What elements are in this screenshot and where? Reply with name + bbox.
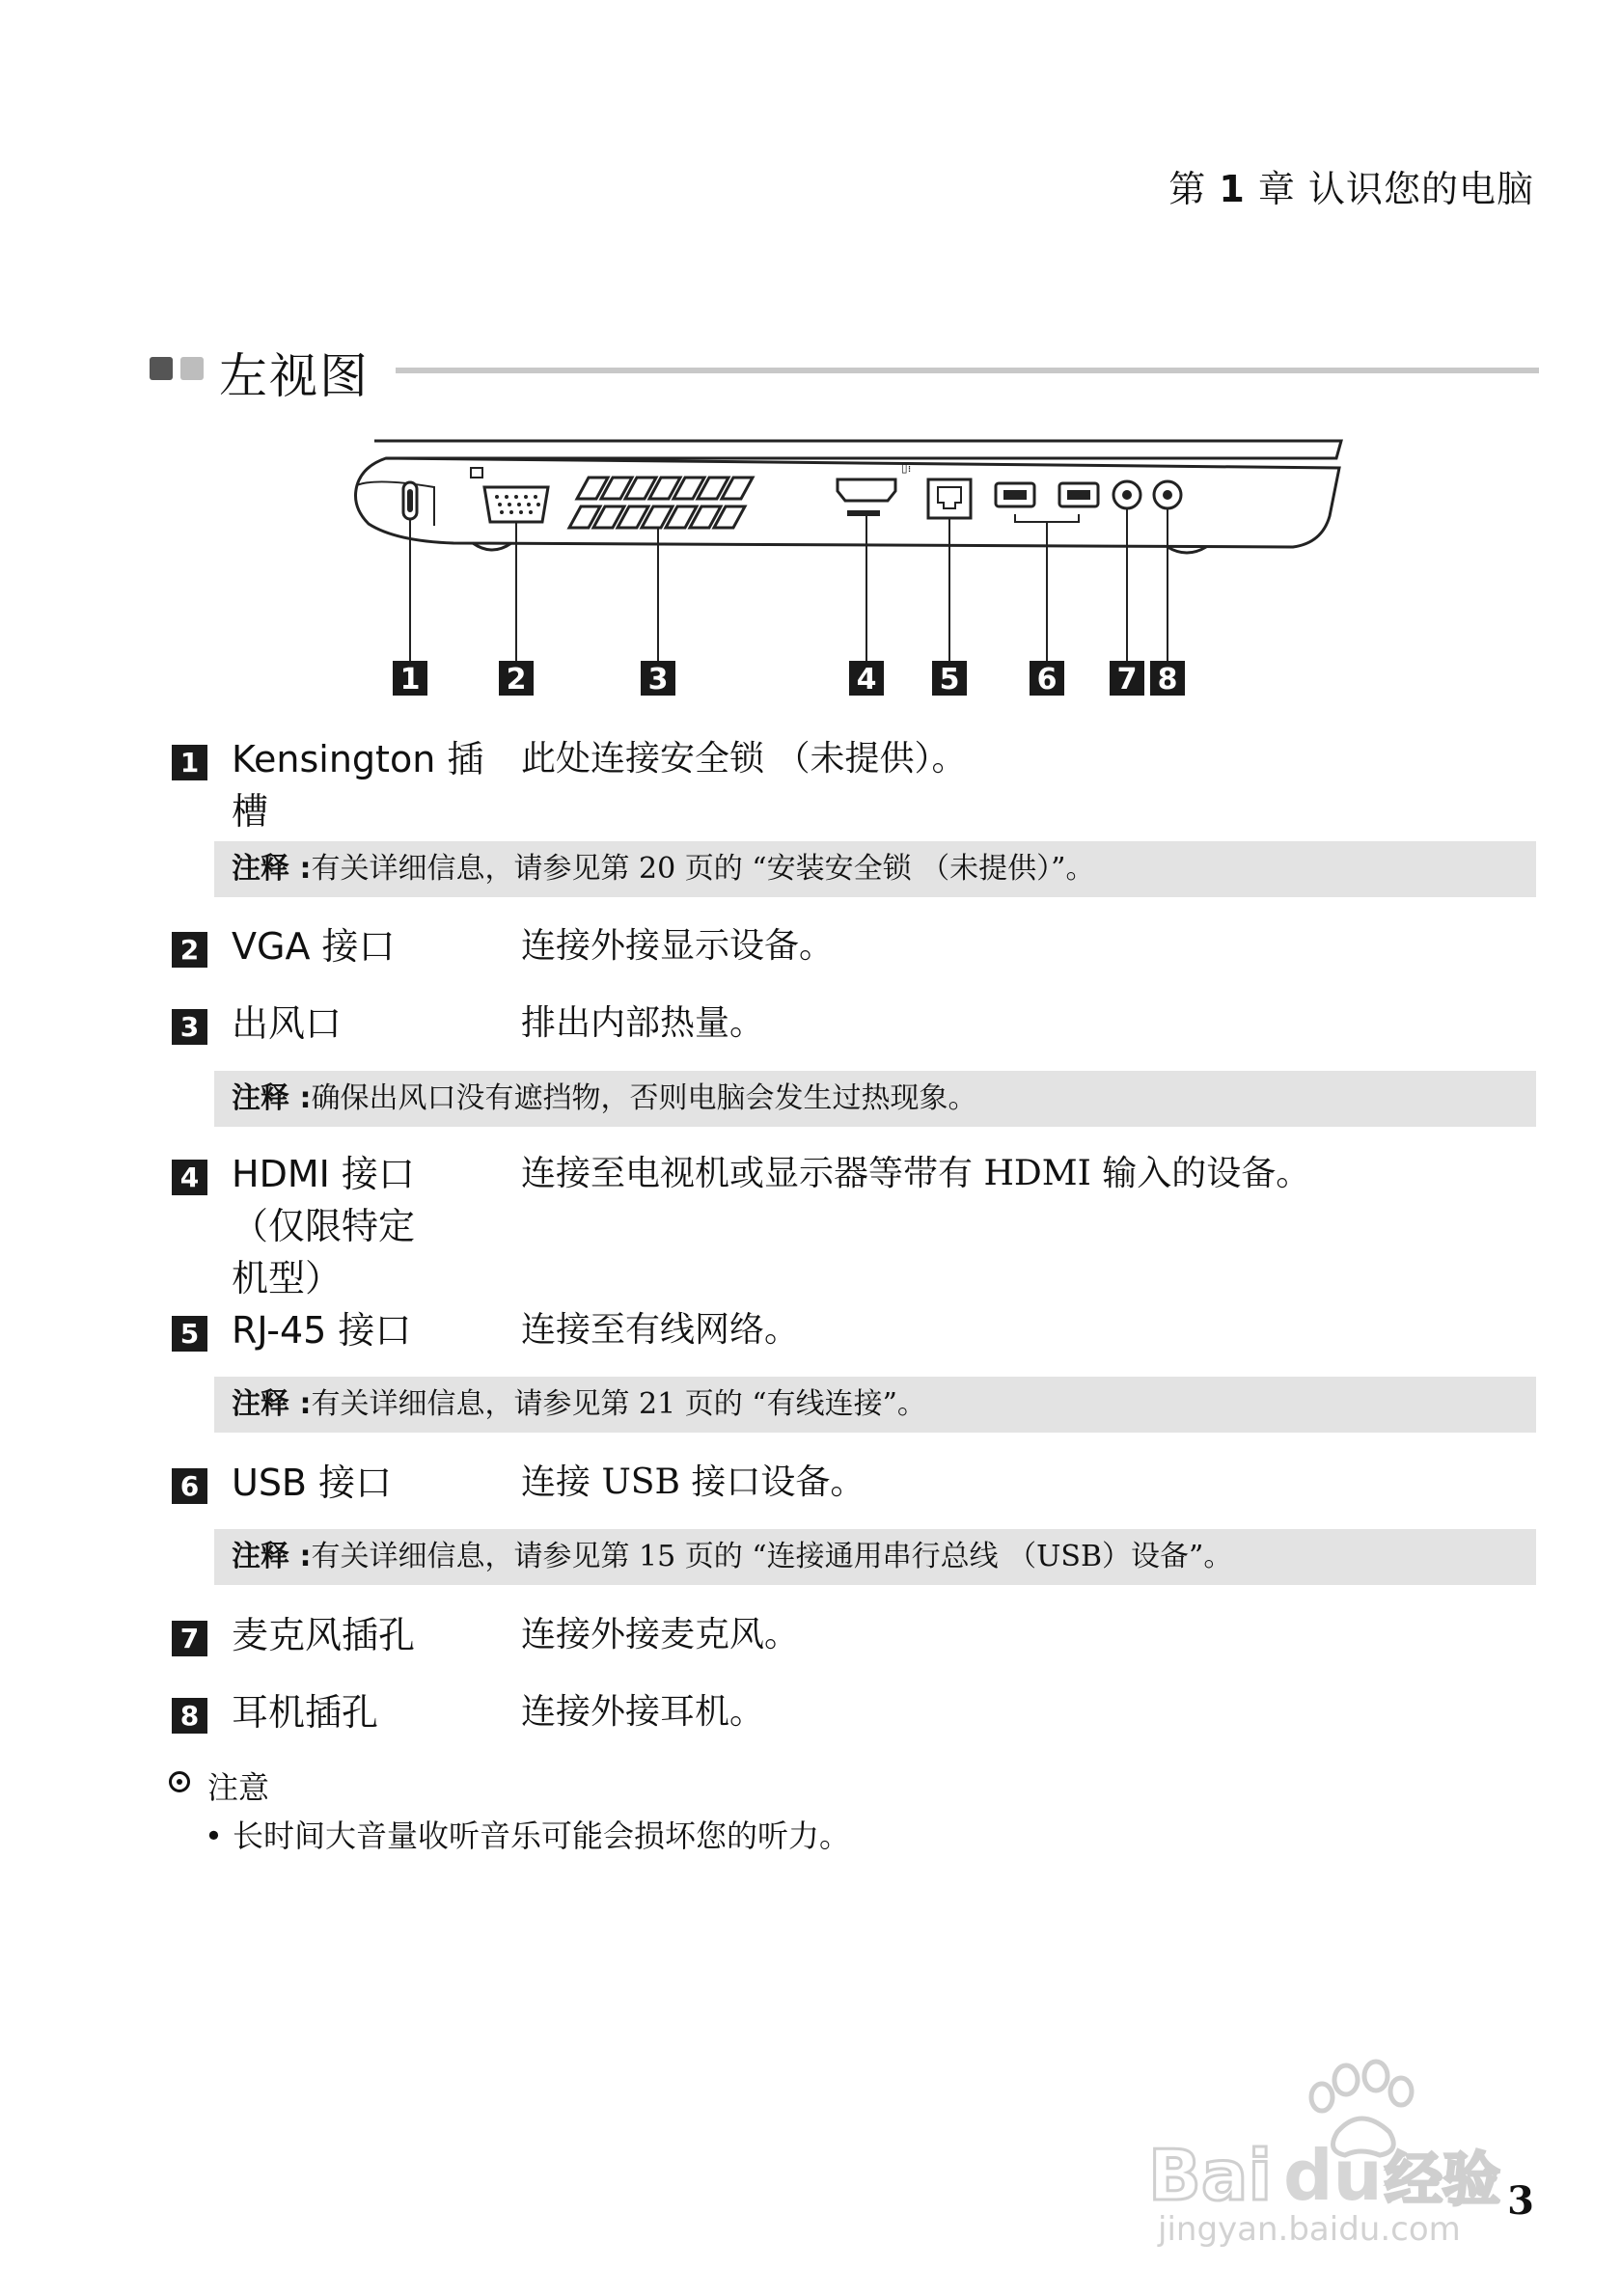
note-kensington xyxy=(214,841,1536,897)
port-badge: 5 xyxy=(172,1316,207,1352)
note-label: 注释 : xyxy=(232,852,312,886)
port-badge: 4 xyxy=(172,1160,207,1195)
chapter-title: 章 认识您的电脑 xyxy=(1257,168,1534,210)
baidu-watermark xyxy=(1148,2055,1553,2248)
baidu-paw-icon xyxy=(1148,2055,1553,2248)
laptop-left-side-diagram xyxy=(318,429,1360,699)
callout-7: 7 xyxy=(1116,663,1138,697)
section-title: 左视图 xyxy=(219,348,370,404)
callout-6: 6 xyxy=(1036,663,1058,697)
port-term-line: 槽 xyxy=(232,790,269,833)
port-term xyxy=(232,733,502,837)
port-term xyxy=(232,1609,502,1661)
svg-text:▯⁞: ▯⁞ xyxy=(901,461,912,475)
note-label: 注释 : xyxy=(232,1540,312,1573)
note-label: 注释 : xyxy=(232,1081,312,1115)
note-vent xyxy=(214,1071,1536,1127)
port-term-line: 机型） xyxy=(232,1257,343,1299)
callout-2: 2 xyxy=(506,663,527,697)
section-rule xyxy=(396,368,1539,373)
caution-icon xyxy=(169,1771,190,1792)
watermark-brand: Bai xyxy=(1148,2135,1273,2216)
air-vent-icon xyxy=(569,478,753,528)
kensington-slot-icon xyxy=(403,482,417,519)
hdmi-port-icon xyxy=(838,461,911,516)
port-term-line: HDMI 接口 xyxy=(232,1153,415,1195)
port-term-line: Kensington 插 xyxy=(232,738,484,780)
port-badge: 8 xyxy=(172,1698,207,1734)
callout-5: 5 xyxy=(939,663,960,697)
port-term xyxy=(232,1148,502,1304)
callout-8: 8 xyxy=(1157,663,1178,697)
port-term xyxy=(232,920,502,972)
note-label: 注释 : xyxy=(232,1387,312,1421)
note-text: 有关详细信息，请参见第 20 页的 “安装安全锁 （未提供）”。 xyxy=(311,852,1095,886)
note-text: 有关详细信息，请参见第 15 页的 “连接通用串行总线 （USB）设备”。 xyxy=(311,1540,1233,1573)
callout-1: 1 xyxy=(399,663,421,697)
rj45-port-icon xyxy=(928,479,971,518)
port-term xyxy=(232,998,502,1050)
port-term xyxy=(232,1304,502,1356)
port-badge: 3 xyxy=(172,1009,207,1045)
usb-ports-icon xyxy=(996,483,1098,522)
headphone-jack-icon xyxy=(1154,481,1181,508)
port-badge: 6 xyxy=(172,1468,207,1504)
port-badge: 2 xyxy=(172,932,207,968)
note-usb xyxy=(214,1529,1536,1585)
port-description: 连接至有线网络。 xyxy=(521,1310,800,1350)
callout-4: 4 xyxy=(856,663,877,697)
watermark-brand-2: du xyxy=(1283,2135,1383,2216)
note-text: 有关详细信息，请参见第 21 页的 “有线连接”。 xyxy=(311,1387,926,1421)
page-number: 3 xyxy=(1507,2178,1534,2224)
port-term xyxy=(232,1686,502,1738)
port-term-line: （仅限特定 xyxy=(232,1205,416,1247)
note-text: 确保出风口没有遮挡物，否则电脑会发生过热现象。 xyxy=(311,1081,977,1115)
note-rj45 xyxy=(214,1377,1536,1433)
chapter-header xyxy=(1168,159,1534,212)
port-description: 连接外接耳机。 xyxy=(521,1692,765,1732)
port-description: 连接外接显示设备。 xyxy=(521,926,835,966)
chapter-prefix: 第 xyxy=(1168,168,1207,210)
caution-label: 注意 xyxy=(207,1769,270,1806)
port-description: 排出内部热量。 xyxy=(521,1003,765,1043)
callout-3: 3 xyxy=(647,663,669,697)
watermark-cn: 经验 xyxy=(1385,2146,1500,2214)
port-term-line: VGA 接口 xyxy=(232,925,396,968)
port-description: 连接至电视机或显示器等带有 HDMI 输入的设备。 xyxy=(521,1154,1311,1193)
watermark-url: jingyan.baidu.com xyxy=(1158,2210,1461,2248)
caution-bullet: • 长时间大音量收听音乐可能会损坏您的听力。 xyxy=(205,1818,851,1854)
port-badge: 7 xyxy=(172,1621,207,1656)
section-marker-dark xyxy=(150,357,173,380)
port-term-line: 耳机插孔 xyxy=(232,1691,379,1734)
port-term-line: USB 接口 xyxy=(232,1462,393,1504)
port-description: 此处连接安全锁 （未提供）。 xyxy=(521,739,967,779)
port-term-line: RJ-45 接口 xyxy=(232,1309,412,1352)
vga-port-icon xyxy=(471,468,548,522)
port-description: 连接外接麦克风。 xyxy=(521,1615,800,1654)
section-heading xyxy=(150,338,1539,405)
port-term-line: 麦克风插孔 xyxy=(232,1614,416,1656)
port-badge: 1 xyxy=(172,745,207,780)
chapter-number: 1 xyxy=(1219,168,1246,210)
port-term xyxy=(232,1457,502,1509)
section-marker-light xyxy=(180,357,204,380)
port-description: 连接 USB 接口设备。 xyxy=(521,1462,865,1502)
port-term-line: 出风口 xyxy=(232,1002,343,1045)
microphone-jack-icon xyxy=(1113,481,1140,508)
